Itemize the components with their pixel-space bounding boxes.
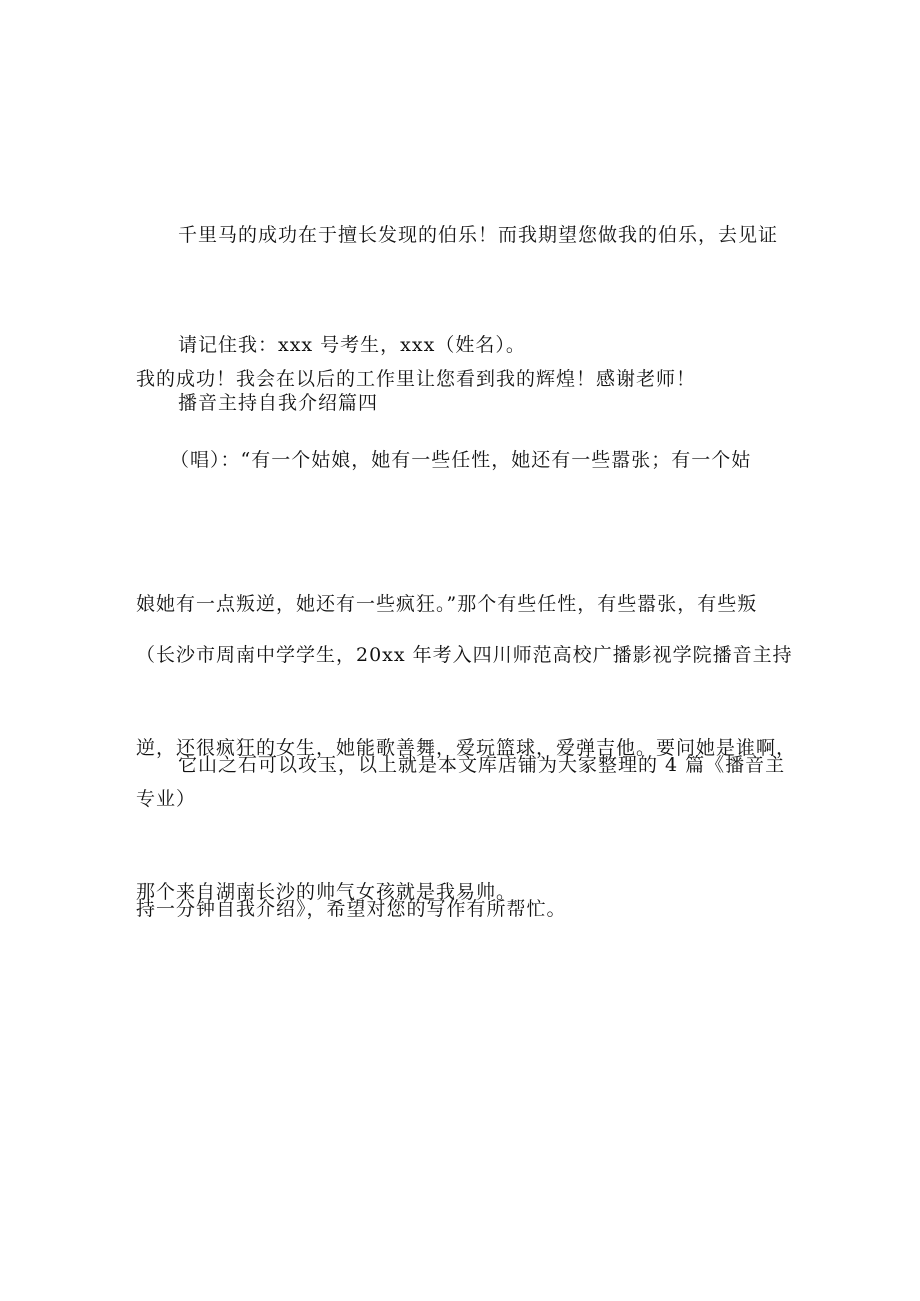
text-line: 持一分钟自我介绍》，希望对您的写作有所帮忙。: [136, 898, 567, 920]
text-line: 它山之石可以攻玉，以上就是本文库店铺为大家整理的 4 篇《播音主: [178, 754, 786, 776]
text-line: 那个来自湖南长沙的帅气女孩就是我易帅。: [136, 881, 517, 903]
text-line: 专业）: [136, 788, 197, 810]
text-line: （唱）：“有一个姑娘，她有一些任性，她还有一些嚣张；有一个姑: [170, 449, 752, 471]
text-line: 千里马的成功在于擅长发现的伯乐！而我期望您做我的伯乐，去见证: [178, 224, 779, 246]
paragraph-closing-note: [136, 645, 796, 1029]
text-line: （长沙市周南中学学生，20xx 年考入四川师范高校广播影视学院播音主持: [136, 644, 793, 666]
text-line: 娘她有一点叛逆，她还有一些疯狂。”那个有些任性，有些嚣张，有些叛: [136, 593, 758, 615]
text-line: 逆，还很疯狂的女生，她能歌善舞，爱玩篮球，爱弹吉他。要问她是谁啊，: [136, 737, 797, 759]
heading-text: 播音主持自我介绍篇四: [178, 392, 379, 414]
text-line: 请记住我：xxx 号考生，xxx（姓名）。: [178, 334, 526, 356]
text-line: 我的成功！我会在以后的工作里让您看到我的辉煌！感谢老师！: [136, 368, 697, 390]
